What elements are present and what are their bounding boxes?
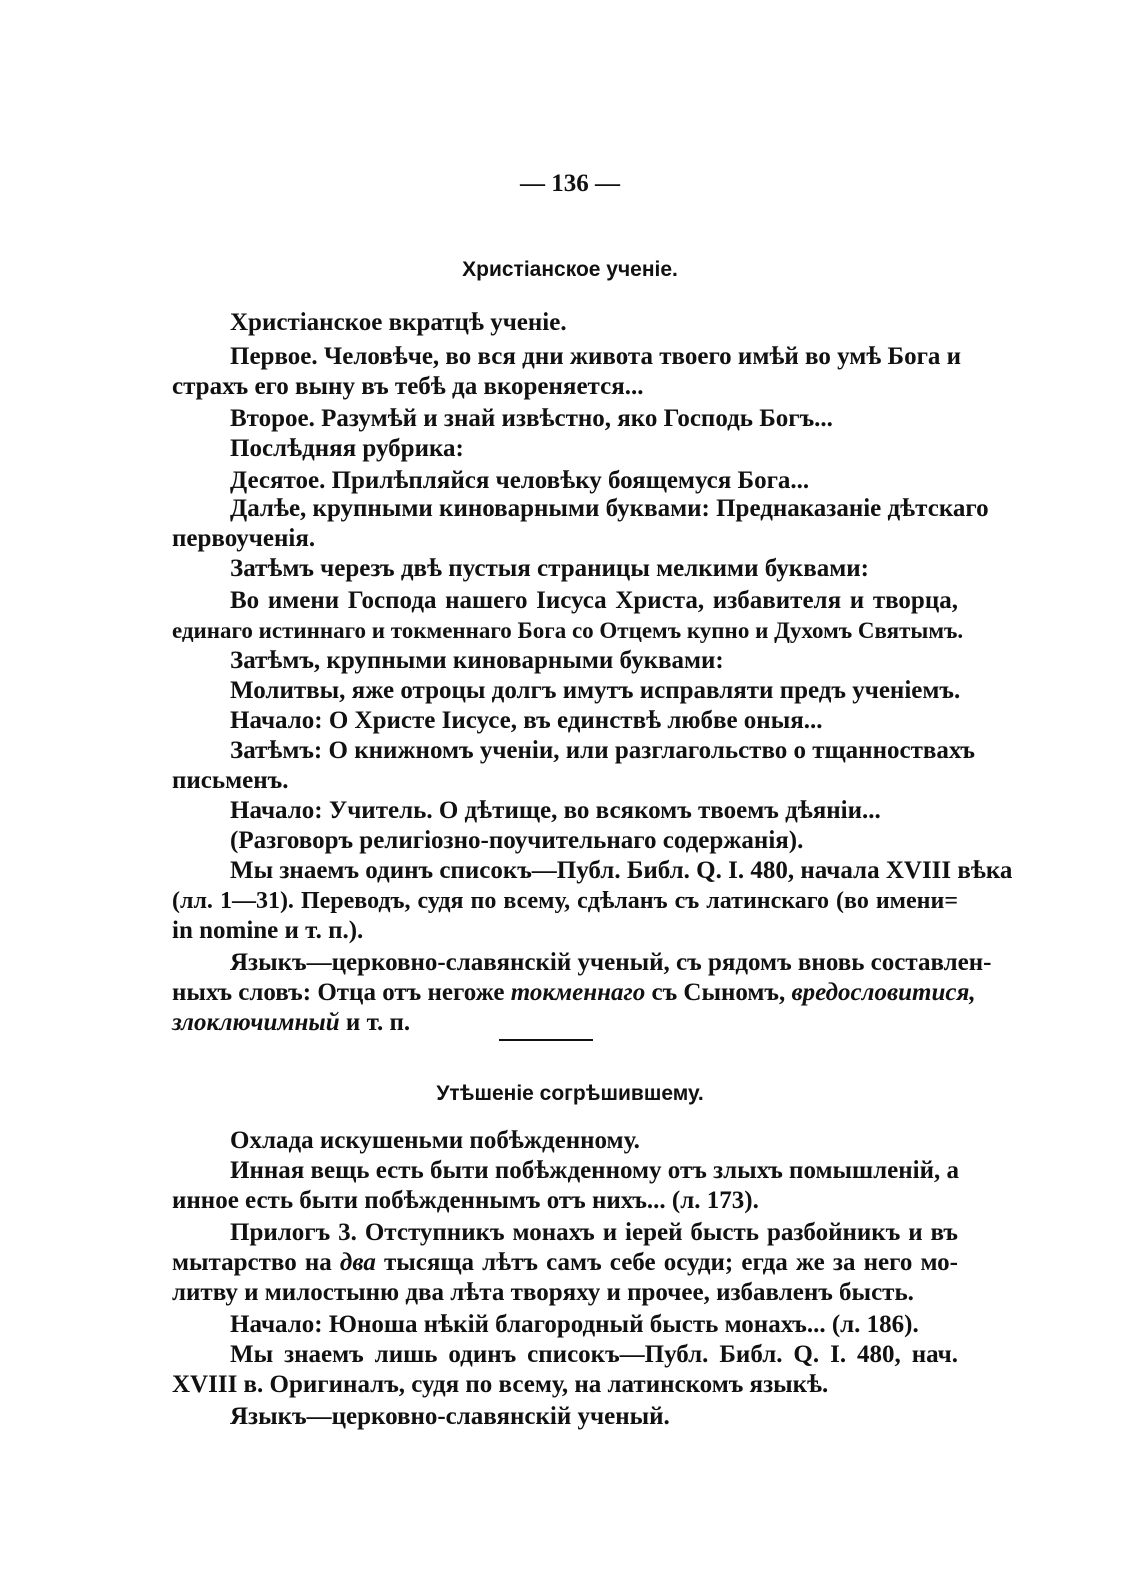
- text-line: Охлада искушеньми побѣжденному.: [230, 1127, 640, 1154]
- text-line: Языкъ—церковно-славянскій ученый.: [230, 1403, 670, 1430]
- text-line: Мы знаемъ одинъ списокъ—Публ. Библ. Q. I. 480, начала XVIII вѣка: [230, 857, 1013, 884]
- text-run: съ Сыномъ,: [645, 979, 792, 1006]
- text-line: письменъ.: [172, 767, 289, 794]
- page-number: — 136 —: [520, 170, 620, 197]
- text-line: Во имени Господа нашего Іисуса Христа, избавителя и творца,: [230, 587, 958, 614]
- text-line: инное есть быти побѣжденнымъ отъ нихъ... (л. 173).: [172, 1187, 759, 1214]
- text-line-with-italics: [172, 1248, 958, 1278]
- text-line: Послѣдняя рубрика:: [230, 435, 464, 462]
- text-line: единаго истиннаго и токменнаго Бога со Отцемъ купно и Духомъ Святымъ.: [172, 618, 964, 643]
- text-line-with-italics: [172, 978, 976, 1008]
- text-run: ныхъ словъ: Отца отъ негоже: [172, 979, 511, 1006]
- italic-word: токменнаго: [510, 979, 646, 1006]
- text-line: Первое. Человѣче, во вся дни живота твоего имѣй во умѣ Бога и: [230, 343, 962, 370]
- italic-word: вредословитися,: [791, 979, 976, 1006]
- text-line: страхъ его выну въ тебѣ да вкореняется...: [172, 373, 644, 400]
- text-line: Далѣе, крупными киноварными буквами: Преднаказаніе дѣтскаго: [230, 495, 989, 522]
- text-line-with-italics: [172, 1008, 410, 1038]
- text-run: и т. п.: [339, 1009, 411, 1036]
- text-line: Языкъ—церковно-славянскій ученый, съ рядомъ вновь составлен-: [230, 949, 992, 976]
- italic-word: злоключимный: [172, 1009, 340, 1036]
- text-line: литву и милостыню два лѣта творяху и прочее, избавленъ бысть.: [172, 1279, 914, 1306]
- text-line: Второе. Разумѣй и знай извѣстно, яко Господь Богъ...: [230, 405, 833, 432]
- text-line: Затѣмъ: О книжномъ ученіи, или разглагольство о тщанноствахъ: [230, 737, 975, 764]
- text-line: Десятое. Прилѣпляйся человѣку боящемуся Бога...: [230, 467, 810, 494]
- text-line: Начало: О Христе Іисусе, въ единствѣ любве оныя...: [230, 707, 823, 734]
- text-line: in nomine и т. п.).: [172, 917, 364, 944]
- section-title-consolation: Утѣшеніе согрѣшившему.: [436, 1082, 704, 1105]
- text-line: Инная вещь есть быти побѣжденному отъ злыхъ помышленій, а: [230, 1157, 959, 1184]
- text-line: XVIII в. Оригиналъ, судя по всему, на латинскомъ языкѣ.: [172, 1371, 829, 1398]
- text-run: мытарство на: [172, 1249, 340, 1276]
- text-line: Затѣмъ, крупными киноварными буквами:: [230, 647, 724, 674]
- text-line: первоученія.: [172, 525, 316, 552]
- section-divider: [499, 1039, 593, 1041]
- text-line: (лл. 1—31). Переводъ, судя по всему, сдѣланъ съ латинскаго (во имени=: [172, 888, 958, 914]
- text-run: тысяща лѣтъ самъ себе осуди; егда же за него мо-: [375, 1249, 958, 1276]
- text-line: Мы знаемъ лишь одинъ списокъ—Публ. Библ. Q. I. 480, нач.: [230, 1341, 958, 1368]
- section-title-christian-teaching: Христіанское ученіе.: [462, 258, 678, 281]
- text-line: (Разговоръ религіозно-поучительнаго содержанія).: [230, 827, 804, 854]
- text-line: Молитвы, яже отроцы долгъ имутъ исправляти предъ ученіемъ.: [230, 677, 961, 704]
- text-line: Начало: Учитель. О дѣтище, во всякомъ твоемъ дѣяніи...: [230, 797, 881, 824]
- text-line: Затѣмъ черезъ двѣ пустыя страницы мелкими буквами:: [230, 555, 869, 582]
- text-line: Христіанское вкратцѣ ученіе.: [230, 309, 567, 336]
- text-line: Прилогъ 3. Отступникъ монахъ и іерей бысть разбойникъ и въ: [230, 1219, 958, 1246]
- text-line: Начало: Юноша нѣкій благородный бысть монахъ... (л. 186).: [230, 1311, 919, 1338]
- italic-word: два: [339, 1249, 376, 1276]
